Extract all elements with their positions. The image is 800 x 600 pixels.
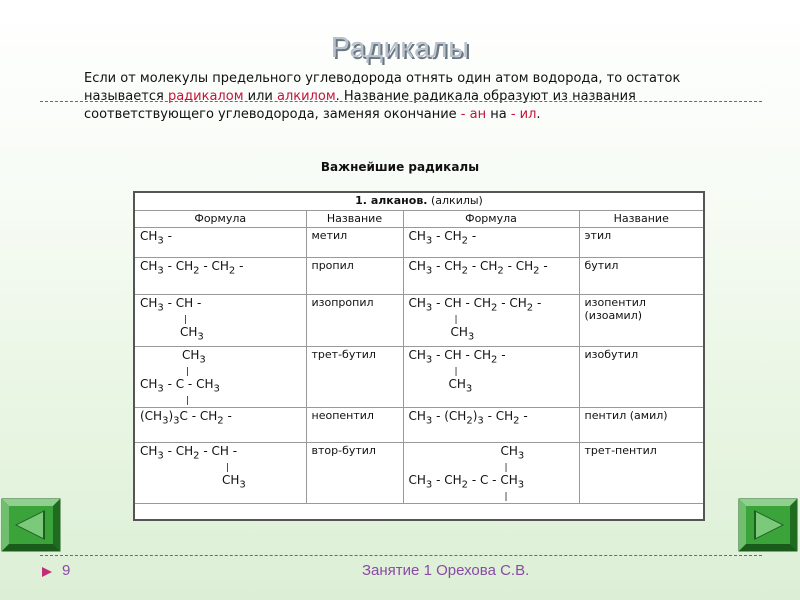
col-formula-1: Формула [134,210,306,227]
name-sec-butyl: втор-бутил [306,442,403,504]
formula-sec-butyl: $CH_3 - CH_2$ - CH - | $CH_3$ [134,442,306,504]
name-pentyl: пентил (амил) [579,408,704,442]
name-tert-pentyl: трет-пентил [579,442,704,504]
name-neopentyl: неопентил [306,408,403,442]
next-slide-button[interactable] [738,498,798,552]
name-isopentyl: изопентил (изоамил) [579,294,704,346]
intro-text-5: . [536,107,541,122]
table-row [134,294,704,346]
arrow-left-icon [1,498,61,552]
suffix-il: - ил [510,107,537,122]
table-row [134,227,704,257]
name-propyl: пропил [306,257,403,294]
suffix-an: - ан [460,107,487,122]
formula-tert-pentyl: $CH_3$ | $CH_3 - CH_2$ - C - $CH_3$ | [403,442,579,504]
bottom-divider [40,555,762,556]
formula-methyl: $CH_3$ - [134,227,306,257]
name-tert-butyl: трет-бутил [306,346,403,408]
formula-isopentyl: $CH_3$ - CH - $CH_2 - CH_2$ - | $CH_3$ [403,294,579,346]
formula-propyl: $CH_3 - CH_2 - CH_2$ - [134,257,306,294]
table-row [134,442,704,504]
formula-butyl: $CH_3 - CH_2 - CH_2 - CH_2$ - [403,257,579,294]
formula-neopentyl: $(CH_3)_3C - CH_2$ - [134,408,306,442]
formula-isobutyl: $CH_3$ - CH - $CH_2$ - | $CH_3$ [403,346,579,408]
table-row [134,504,704,520]
footer-caption: Занятие 1 Орехова С.В. [362,562,530,579]
formula-ethyl: $CH_3 - CH_2$ - [403,227,579,257]
term-radical: радикалом [167,89,244,104]
term-alkyl: алкилом [276,89,336,104]
radicals-table [133,191,705,521]
intro-text-2: или [243,89,277,104]
intro-text-1: Если от молекулы предельного углеводорода отнять один атом водорода, то остаток называется [84,71,681,104]
formula-pentyl: $CH_3 - (CH_2)_3 - CH_2$ - [403,408,579,442]
table-heading-bold: 1. алканов. [355,194,428,207]
col-name-2: Название [579,210,704,227]
name-isopropyl: изопропил [306,294,403,346]
top-divider [40,101,762,102]
table-row [134,346,704,408]
col-formula-2: Формула [403,210,579,227]
triangle-bullet-icon [40,565,54,579]
name-isobutyl: изобутил [579,346,704,408]
table-title: Важнейшие радикалы [320,160,480,174]
page-number: 9 [62,562,71,579]
name-methyl: метил [306,227,403,257]
intro-paragraph [84,70,684,124]
intro-text-3: . Название радикала образуют из названия соответствующего углеводорода, заменяя окончание [84,89,636,122]
table-row [134,408,704,442]
formula-tert-butyl: $CH_3$ | $CH_3$ - C - $CH_3$ | [134,346,306,408]
prev-slide-button[interactable] [1,498,61,552]
table-empty-row [134,504,704,520]
col-name-1: Название [306,210,403,227]
table-row [134,257,704,294]
table-heading [134,192,704,210]
intro-text-4: на [486,107,511,122]
slide-title: Радикалы [330,32,470,64]
name-ethyl: этил [579,227,704,257]
arrow-right-icon [738,498,798,552]
table-heading-rest: (алкилы) [427,194,483,207]
formula-isopropyl: $CH_3$ - CH - | $CH_3$ [134,294,306,346]
name-butyl: бутил [579,257,704,294]
